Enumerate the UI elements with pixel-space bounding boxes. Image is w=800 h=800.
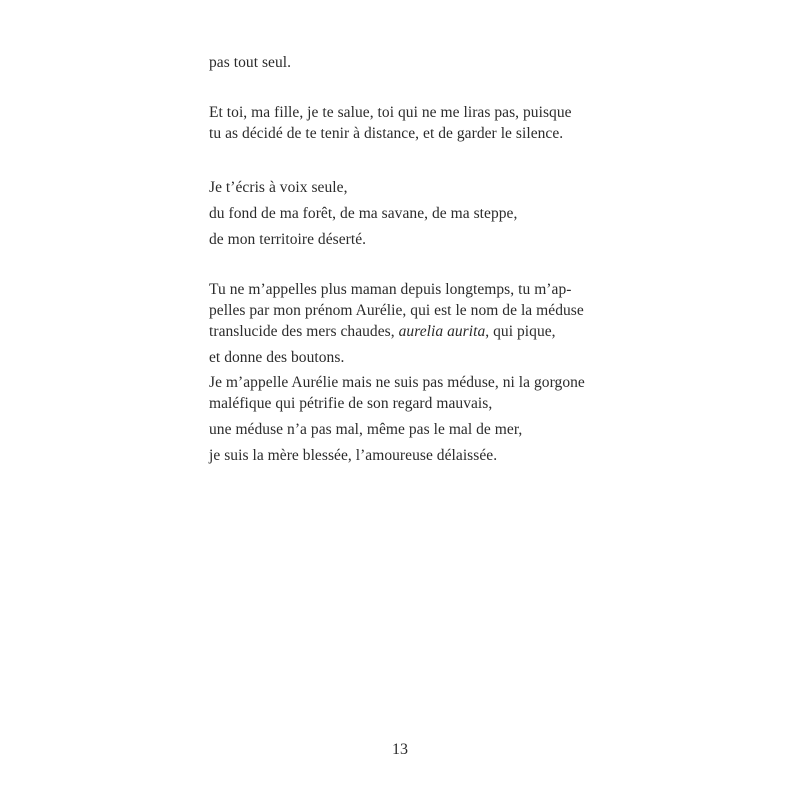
text-line: tu as décidé de te tenir à distance, et de garder le silence. [209, 125, 564, 142]
text-line: de mon territoire déserté. [209, 231, 367, 248]
page-number: 13 [392, 741, 408, 758]
text-line: je suis la mère blessée, l’amoureuse délaissée. [209, 447, 498, 464]
text-run: , qui pique, [485, 323, 556, 340]
text-line: maléfique qui pétrifie de son regard mauvais, [209, 395, 493, 412]
text-line [209, 322, 556, 342]
text-line: pas tout seul. [209, 54, 292, 71]
text-line: Je m’appelle Aurélie mais ne suis pas méduse, ni la gorgone [209, 374, 585, 391]
text-line: et donne des boutons. [209, 349, 345, 366]
text-line: Tu ne m’appelles plus maman depuis longtemps, tu m’ap- [209, 281, 572, 298]
text-line: pelles par mon prénom Aurélie, qui est le nom de la méduse [209, 302, 584, 319]
species-name-italic: aurelia aurita [398, 323, 486, 340]
text-line: Je t’écris à voix seule, [209, 179, 348, 196]
text-run: translucide des mers chaudes, [209, 323, 399, 340]
text-line: du fond de ma forêt, de ma savane, de ma steppe, [209, 205, 518, 222]
text-line: une méduse n’a pas mal, même pas le mal de mer, [209, 421, 523, 438]
text-line: Et toi, ma fille, je te salue, toi qui ne me liras pas, puisque [209, 104, 572, 121]
